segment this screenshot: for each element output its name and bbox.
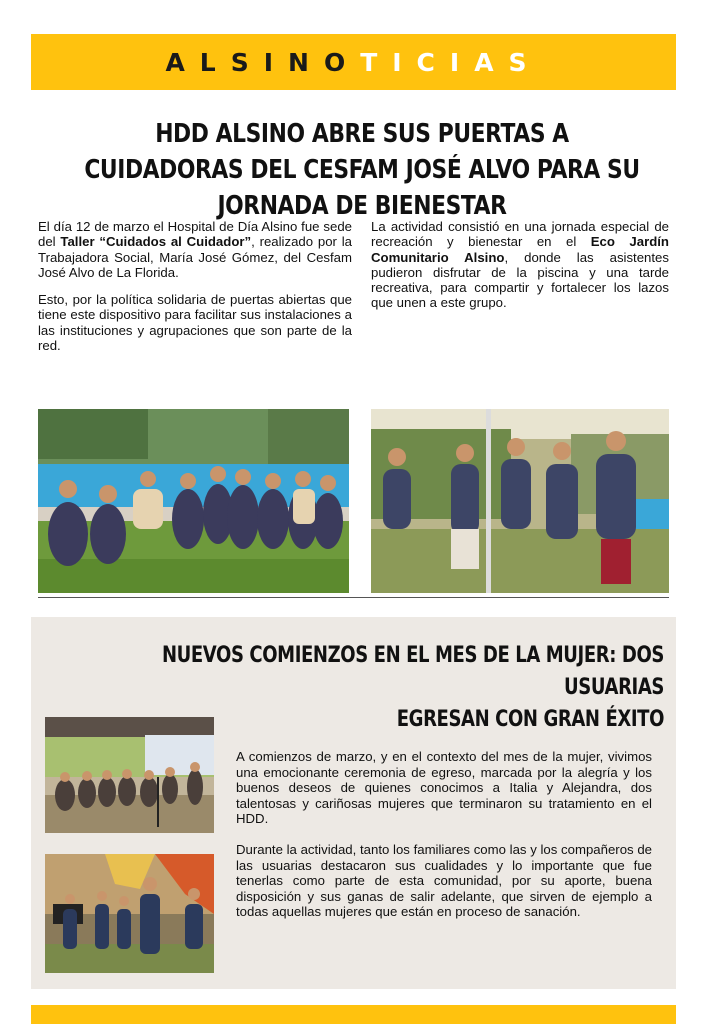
article1-p1-text-c: , realizado por la Trabajadora Social, María José Gómez, del Cesfam José Alvo de La Florida. (38, 234, 352, 280)
article2-paragraph-1: A comienzos de marzo, y en el contexto del mes de la mujer, vivimos una emocionante ceremonia de egreso, marcada por la alegría y los buenos deseos de quienes conocimos a Italia y Alejandra, dos talentosas y cariñosas mujeres que terminaron su tratamiento en el HDD. (236, 749, 652, 827)
dancing-activity-photo (371, 409, 669, 593)
article1-p3-text-a: La actividad consistió en una jornada especial de recreación y bienestar en el (371, 219, 669, 250)
article2-title-line2: EGRESAN CON GRAN ÉXITO (396, 707, 664, 732)
newsletter-banner (31, 34, 676, 90)
article1-title: HDD ALSINO ABRE SUS PUERTAS A CUIDADORAS DEL CESFAM JOSÉ ALVO PARA SU JORNADA DE BIENESTAR (84, 119, 640, 221)
footer-accent-bar (31, 1005, 676, 1024)
article1-p1-text-a: El día 12 de marzo el Hospital de Día Alsino fue sede del (38, 219, 352, 250)
article1-paragraph-2: Esto, por la política solidaria de puertas abiertas que tiene este dispositivo para facilitar sus instalaciones a las instituciones y agrupaciones que son parte de la red. (38, 292, 352, 354)
section-divider (38, 597, 669, 598)
article1-p3-text-c: , donde las asistentes pudieron disfrutar de la piscina y una tarde recreativa, para compartir y fortalecer los lazos que unen a este grupo. (371, 249, 669, 311)
group-photo-pool (38, 409, 349, 593)
article2-paragraph-2: Durante la actividad, tanto los familiares como las y los compañeros de las usuarias destacaron sus cualidades y lo importante que fue tenerlas como parte de esta comunidad, por su aporte, buena disposición y sus ganas de salir adelante, que sirven de ejemplo a todas aquellas mujeres que están en proceso de sanación. (236, 841, 652, 920)
speech-with-mural-photo (45, 854, 214, 973)
article2-text (236, 749, 652, 935)
article2-title (152, 640, 664, 736)
article1-left-column (38, 219, 352, 365)
article1-right-column (371, 219, 669, 323)
graduation-ceremony-photo (45, 717, 214, 833)
banner-title-dark: ALSINO (165, 47, 361, 77)
article1-paragraph-3 (371, 219, 669, 311)
article2-title-line1: NUEVOS COMIENZOS EN EL MES DE LA MUJER: DOS USUARIAS (161, 643, 664, 700)
article1-p1-bold: Taller “Cuidados al Cuidador” (60, 234, 252, 250)
article1-p3-bold: Eco Jardín Comunitario Alsino (371, 234, 669, 265)
banner-title-light: TICIAS (360, 47, 542, 77)
article1-paragraph-1 (38, 219, 352, 280)
